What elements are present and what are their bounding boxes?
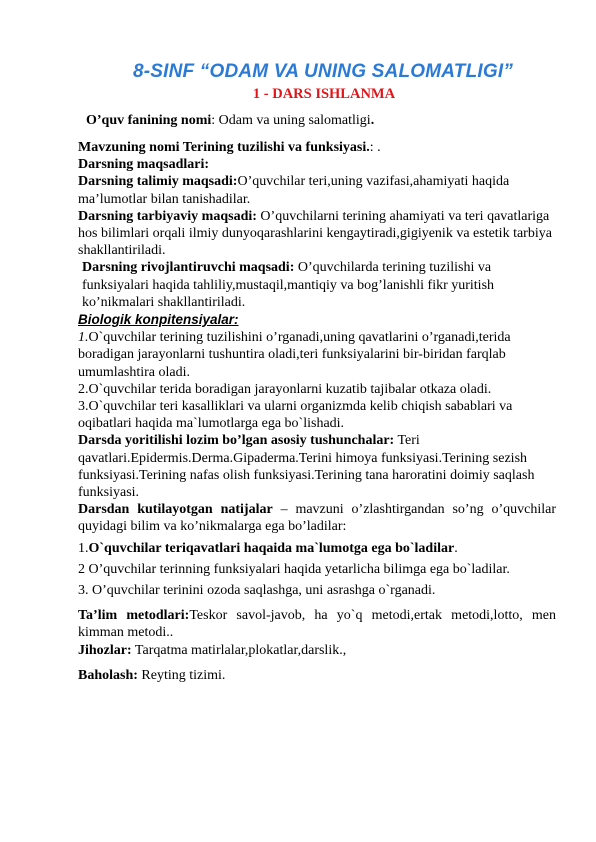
- goals-heading: Darsning maqsadlari:: [78, 157, 210, 173]
- goal-educational: [78, 173, 556, 207]
- equipment-text: Tarqatma matirlalar,plokatlar,darslik.,: [131, 642, 347, 658]
- result-item-2: 2 O’quvchilar terinning funksiyalari haqida yetarlicha bilimga ega bo`ladilar.: [78, 561, 510, 577]
- concepts-text: Teri qavatlari.Epidermis.Derma.Gipaderma.Terini himoya funksiyasi.Terining sezish funksiyasi.Terining nafas olish funksiyasi.Terining tana haroratini doimiy saqlash funksiyasi.: [78, 433, 535, 501]
- result-item-3: 3. O’quvchilar terinini ozoda saqlashga, uni asrashga o`rganadi.: [78, 583, 436, 599]
- document-subtitle: 1 - DARS ISHLANMA: [252, 86, 396, 102]
- assessment-text: Reyting tizimi.: [137, 667, 226, 683]
- methods-text: Teskor savol-javob, ha yo`q metodi,ertak metodi,lotto, men kimman metodi..: [78, 608, 557, 641]
- subject-line: [86, 111, 556, 131]
- subject-label: O’quv fanining nomi: [86, 113, 212, 128]
- methods-paragraph: [78, 607, 556, 641]
- topic-end: : .: [369, 140, 381, 155]
- goal-educational-label: Darsning talimiy maqsadi:: [78, 174, 238, 190]
- assessment-line: [78, 667, 556, 684]
- goal-developmental: [78, 259, 556, 311]
- competency-item-2: 2.O`quvchilar terida boradigan jarayonlarni kuzatib tajibalar otkaza oladi.: [78, 381, 492, 397]
- subject-end: .: [370, 113, 375, 128]
- competencies-heading-text: Biologik konpitensiyalar:: [78, 312, 239, 328]
- result-item-1-num: 1.: [78, 540, 89, 556]
- goal-upbringing-label: Darsning tarbiyaviy maqsadi:: [78, 208, 257, 224]
- topic-line: [78, 139, 556, 156]
- goal-developmental-label: Darsning rivojlantiruvchi maqsadi:: [82, 260, 295, 276]
- goal-upbringing-text: O’quvchilarni terining ahamiyati va teri qavatlariga hos bilimlari orqali ilmiy dunyoqarashlarini kengaytiradi,gigiyenik va estetik tarbiya shakllantiriladi.: [78, 208, 552, 259]
- result-item-1-end: .: [454, 540, 458, 556]
- goal-developmental-text: O’quvchilarda terining tuzilishi va funksiyalari haqida tahliliy,mustaqil,mantiqiy va bog’lanishli fikr yuritish ko’nikmalari shakllantiriladi.: [82, 260, 495, 310]
- result-item-1-text: O`quvchilar teriqavatlari haqaida ma`lumotga ega bo`ladilar: [88, 540, 455, 556]
- competency-item-1: [78, 329, 556, 381]
- competency-item-1-num: 1.: [78, 330, 89, 346]
- methods-label: Ta’lim metodlari:: [78, 608, 190, 624]
- results-paragraph: [78, 501, 556, 535]
- goal-educational-text: O’quvchilar teri,uning vazifasi,ahamiyati haqida ma’lumotlar bilan tanishadilar.: [78, 174, 510, 207]
- result-item-1: [78, 540, 556, 557]
- competency-item-3: 3.O`quvchilar teri kasalliklari va ularni organizmda kelib chiqish sabablari va oqibatlari haqida ma`lumotlarga ega bo`lishadi.: [78, 399, 513, 432]
- competency-item-1-text: O`quvchilar terining tuzilishini o’rganadi,uning qavatlarini o’rganadi,terida boradigan jarayonlarni tushuntira oladi,teri funksiyalarini bir-biridan farqlab umumlashtira oladi.: [78, 330, 511, 380]
- subject-value: : Odam va uning salomatligi: [211, 113, 371, 128]
- goal-upbringing: [78, 208, 556, 260]
- assessment-label: Baholash:: [78, 667, 138, 683]
- results-text: – mavzuni o’zlashtirgandan so’ng o’quvchilar quyidagi bilim va ko’nikmalarga ega bo’ladilar:: [78, 502, 556, 535]
- document-page: [78, 60, 556, 684]
- topic-label: Mavzuning nomi Terining tuzilishi va funksiyasi.: [78, 140, 370, 155]
- equipment-label: Jihozlar:: [78, 642, 132, 658]
- competencies-heading: [78, 311, 556, 329]
- concepts-paragraph: [78, 432, 556, 501]
- results-label: Darsdan kutilayotgan natijalar: [78, 502, 273, 518]
- equipment-line: [78, 642, 556, 659]
- concepts-label: Darsda yoritilishi lozim bo’lgan asosiy tushunchalar:: [78, 433, 395, 449]
- document-title: 8-SINF “ODAM VA UNING SALOMATLIGI”: [132, 61, 514, 82]
